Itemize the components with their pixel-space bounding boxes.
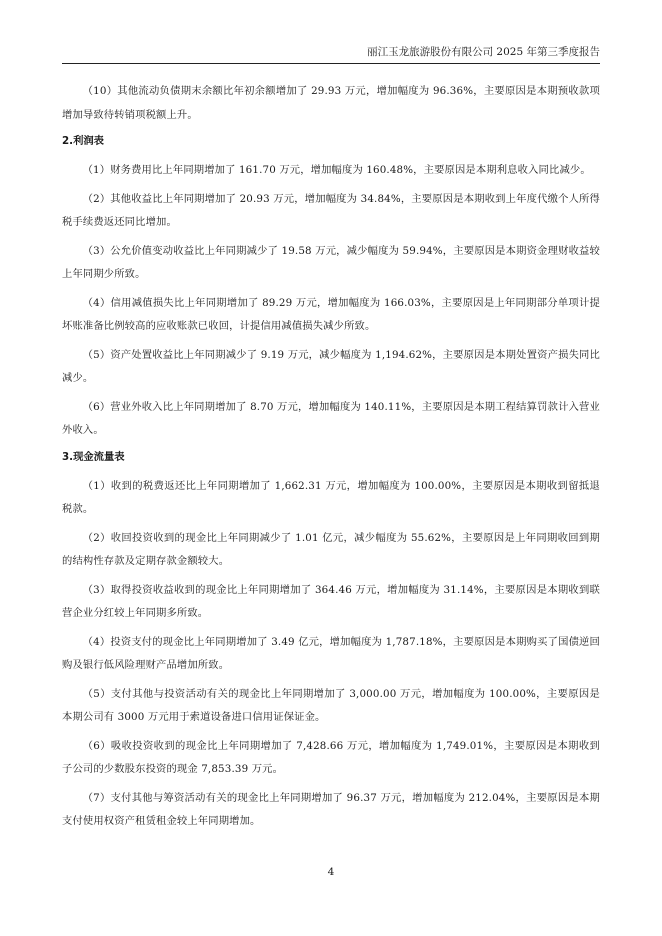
paragraph-item: （4）信用减值损失比上年同期增加了 89.29 万元，增加幅度为 166.03%，主要原因是上年同期部分单项计提坏账准备比例较高的应收账款已收回，计提信用减值损失减少所致。 xyxy=(62,296,600,332)
page-content xyxy=(62,80,600,839)
paragraph-item: （3）公允价值变动收益比上年同期减少了 19.58 万元，减少幅度为 59.94%，主要原因是本期资金理财收益较上年同期少所致。 xyxy=(62,244,600,280)
paragraph-item: （7）支付其他与筹资活动有关的现金比上年同期增加了 96.37 万元，增加幅度为 212.04%，主要原因是本期支付使用权资产租赁租金较上年同期增加。 xyxy=(62,791,600,827)
paragraph-item: （5）资产处置收益比上年同期减少了 9.19 万元，减少幅度为 1,194.62%，主要原因是本期处置资产损失同比减少。 xyxy=(62,348,600,384)
section-title-income-statement: 2.利润表 xyxy=(62,135,104,147)
paragraph-item: （6）营业外收入比上年同期增加了 8.70 万元，增加幅度为 140.11%，主要原因是本期工程结算罚款计入营业外收入。 xyxy=(62,400,600,436)
paragraph-item: （3）取得投资收益收到的现金比上年同期增加了 364.46 万元，增加幅度为 31.14%，主要原因是本期收到联营企业分红较上年同期多所致。 xyxy=(62,583,600,619)
paragraph-item: （4）投资支付的现金比上年同期增加了 3.49 亿元，增加幅度为 1,787.18%，主要原因是本期购买了国债逆回购及银行低风险理财产品增加所致。 xyxy=(62,635,600,671)
page-header: 丽江玉龙旅游股份有限公司 2025 年第三季度报告 xyxy=(62,45,600,64)
paragraph-item: （6）吸收投资收到的现金比上年同期增加了 7,428.66 万元，增加幅度为 1,749.01%，主要原因是本期收到子公司的少数股东投资的现金 7,853.39 万元。 xyxy=(62,739,600,775)
paragraph-item: （5）支付其他与投资活动有关的现金比上年同期增加了 3,000.00 万元，增加幅度为 100.00%，主要原因是本期公司有 3000 万元用于索道设备进口信用证保证金。 xyxy=(62,687,600,723)
paragraph-item: （1）财务费用比上年同期增加了 161.70 万元，增加幅度为 160.48%，主要原因是本期利息收入同比减少。 xyxy=(82,164,591,176)
page-number: 4 xyxy=(327,866,335,878)
paragraph-item: （2）其他收益比上年同期增加了 20.93 万元，增加幅度为 34.84%，主要原因是本期收到上年度代缴个人所得税手续费返还同比增加。 xyxy=(62,192,600,228)
paragraph-other-current-liabilities: （10）其他流动负债期末余额比年初余额增加了 29.93 万元，增加幅度为 96.36%，主要原因是本期预收款项增加导致待转销项税额上升。 xyxy=(62,85,600,121)
section-title-cash-flow: 3.现金流量表 xyxy=(62,450,125,463)
paragraph-item: （1）收到的税费返还比上年同期增加了 1,662.31 万元，增加幅度为 100.00%，主要原因是本期收到留抵退税款。 xyxy=(62,479,600,515)
paragraph-item: （2）收回投资收到的现金比上年同期减少了 1.01 亿元，减少幅度为 55.62%，主要原因是上年同期收回到期的结构性存款及定期存款金额较大。 xyxy=(62,531,600,567)
